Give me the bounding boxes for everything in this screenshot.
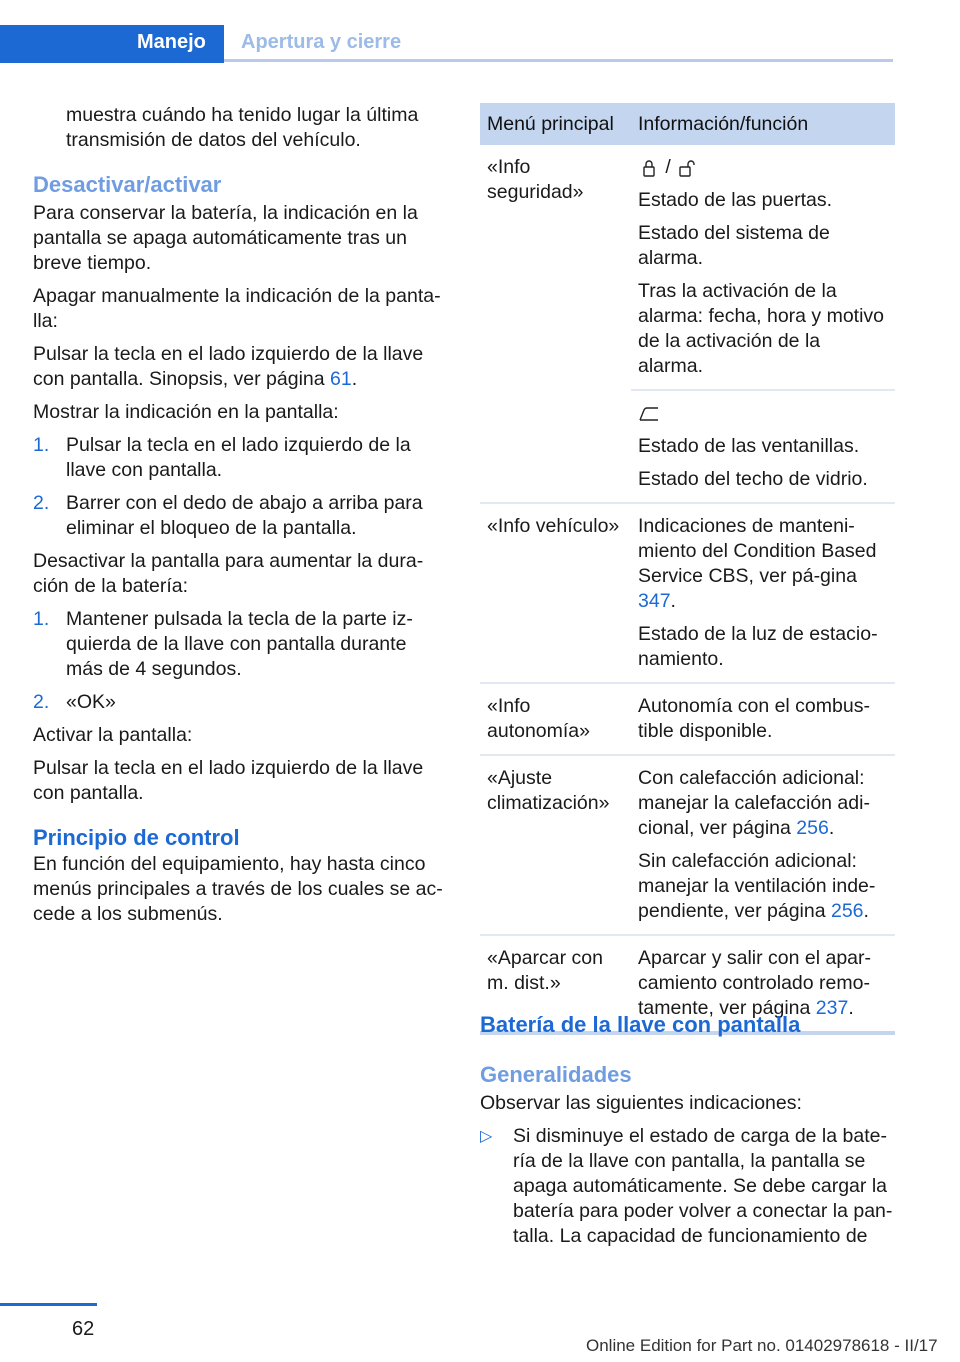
page-number: 62 bbox=[72, 1318, 95, 1340]
page-link[interactable]: 237 bbox=[815, 997, 849, 1019]
page-link[interactable]: 347 bbox=[638, 590, 671, 612]
column-header: Información/función bbox=[631, 103, 895, 145]
heading-bateria: Batería de la llave con pantalla bbox=[480, 1012, 801, 1037]
paragraph: Activar la pantalla: bbox=[33, 724, 193, 746]
paragraph: Desactivar la pantalla para aumentar la dura‐ción de la batería: bbox=[33, 550, 424, 597]
section-label: Manejo bbox=[137, 31, 206, 53]
heading-principio: Principio de control bbox=[33, 825, 240, 850]
menu-cell: «Info autonomía» bbox=[480, 683, 631, 755]
page-link[interactable]: 61 bbox=[330, 368, 352, 390]
list-item: 2. «OK» bbox=[33, 691, 116, 713]
header-divider bbox=[224, 59, 893, 62]
menu-table bbox=[480, 103, 895, 1035]
menu-cell: «Ajuste climatización» bbox=[480, 755, 631, 935]
info-cell: Estado de las ventanillas. Estado del techo de vidrio. bbox=[631, 390, 895, 503]
page-link[interactable]: 256 bbox=[796, 817, 829, 839]
heading-generalidades: Generalidades bbox=[480, 1062, 632, 1087]
section-tab[interactable] bbox=[0, 25, 224, 63]
table-row bbox=[480, 145, 895, 390]
table-row bbox=[480, 503, 895, 683]
intro-text: muestra cuándo ha tenido lugar la última transmisión de datos del vehículo. bbox=[66, 104, 419, 151]
paragraph: En función del equipamiento, hay hasta cinco menús principales a través de los cuales se ac‐cede a los submenús. bbox=[33, 853, 443, 925]
right-column bbox=[480, 1011, 895, 1249]
window-icon bbox=[638, 405, 660, 423]
heading-desactivar: Desactivar/activar bbox=[33, 172, 222, 197]
footer-divider bbox=[0, 1303, 97, 1306]
info-cell: / Estado de las puertas. Estado del sistema de alarma. Tras la activación de la alarma: fecha, hora y motivo de la activación de la alarma. bbox=[631, 145, 895, 390]
list-item: 1. Mantener pulsada la tecla de la parte iz‐quierda de la llave con pantalla durante más de 4 segundos. bbox=[33, 608, 413, 680]
edition-note: Online Edition for Part no. 01402978618 - II/17 bbox=[586, 1336, 938, 1355]
lock-closed-icon bbox=[638, 159, 660, 177]
menu-cell: «Aparcar con m. dist.» bbox=[480, 935, 631, 1033]
paragraph: Observar las siguientes indicaciones: bbox=[480, 1092, 802, 1114]
paragraph: Pulsar la tecla en el lado izquierdo de la llave con pantalla. Sinopsis, ver página 61. bbox=[33, 343, 424, 390]
column-header: Menú principal bbox=[480, 103, 631, 145]
paragraph: Mostrar la indicación en la pantalla: bbox=[33, 401, 339, 423]
info-cell: Autonomía con el combus‐tible disponible. bbox=[631, 683, 895, 755]
left-column bbox=[33, 103, 448, 935]
bullet-icon: ▷ bbox=[480, 1128, 493, 1145]
list-item: 2. Barrer con el dedo de abajo a arriba para eliminar el bloqueo de la pantalla. bbox=[33, 492, 423, 539]
subsection-tab[interactable]: Apertura y cierre bbox=[241, 31, 402, 53]
paragraph: Apagar manualmente la indicación de la panta‐lla: bbox=[33, 285, 441, 332]
menu-cell: «Info vehículo» bbox=[480, 503, 631, 683]
page-link[interactable]: 256 bbox=[830, 900, 864, 922]
info-cell: Indicaciones de manteni‐miento del Condition Based Service CBS, ver pá‐gina 347. Estado de la luz de estacio‐namiento. bbox=[631, 503, 895, 683]
menu-cell: «Info seguridad» bbox=[480, 145, 631, 503]
list-item: 1. Pulsar la tecla en el lado izquierdo de la llave con pantalla. bbox=[33, 434, 411, 481]
page-header bbox=[0, 25, 893, 63]
paragraph: Pulsar la tecla en el lado izquierdo de la llave con pantalla. bbox=[33, 757, 424, 804]
table-row bbox=[480, 683, 895, 755]
paragraph: Para conservar la batería, la indicación en la pantalla se apaga automáticamente tras un breve tiempo. bbox=[33, 202, 418, 274]
table-row bbox=[480, 755, 895, 935]
info-cell: Aparcar y salir con el apar‐camiento controlado remo‐tamente, ver página 237. bbox=[631, 935, 895, 1033]
info-cell: Con calefacción adicional: manejar la calefacción adi‐cional, ver página 256. Sin calefacción adicional: manejar la ventilación inde‐pendiente, ver página 256. bbox=[631, 755, 895, 935]
lock-open-icon bbox=[676, 159, 698, 177]
list-item: ▷ Si disminuye el estado de carga de la bate‐ría de la llave con pantalla, la pantalla se apaga automáticamente. Se debe cargar la batería para poder volver a conectar la pan‐talla. La capacidad de funcionamiento de bbox=[480, 1125, 893, 1247]
